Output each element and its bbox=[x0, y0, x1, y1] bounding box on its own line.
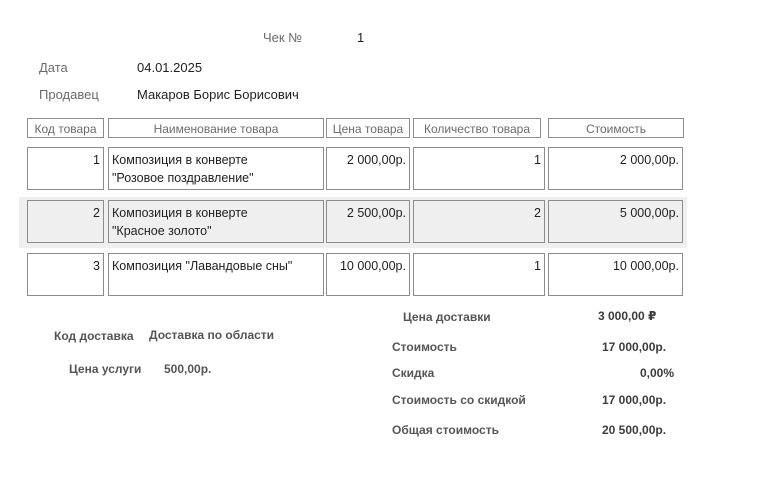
cell-price: 10 000,00р. bbox=[326, 253, 410, 296]
total-cost-label: Общая стоимость bbox=[392, 423, 499, 437]
cell-code: 3 bbox=[27, 253, 104, 296]
column-header-cost: Стоимость bbox=[548, 118, 684, 138]
discounted-cost-value: 17 000,00р. bbox=[602, 393, 667, 407]
cell-quantity: 1 bbox=[413, 147, 545, 190]
check-number-label: Чек № bbox=[263, 30, 303, 45]
service-price-value: 500,00р. bbox=[164, 362, 212, 376]
cost-value: 17 000,00р. bbox=[602, 340, 667, 354]
date-value: 04.01.2025 bbox=[137, 60, 203, 75]
cell-name: Композиция в конверте "Красное золото" bbox=[108, 200, 324, 243]
column-header-price: Цена товара bbox=[326, 118, 410, 138]
seller-value: Макаров Борис Борисович bbox=[137, 87, 299, 102]
delivery-code-label: Код доставка bbox=[54, 329, 134, 343]
service-price-label: Цена услуги bbox=[69, 362, 142, 376]
cell-name: Композиция "Лавандовые сны" bbox=[108, 253, 324, 296]
total-cost-value: 20 500,00р. bbox=[602, 423, 667, 437]
cell-quantity: 1 bbox=[413, 253, 545, 296]
delivery-price-value: 3 000,00 ₽ bbox=[598, 309, 657, 323]
discount-value: 0,00% bbox=[640, 366, 675, 380]
date-label: Дата bbox=[39, 60, 68, 75]
delivery-price-label: Цена доставки bbox=[403, 310, 491, 324]
column-header-quantity: Количество товара bbox=[413, 118, 541, 138]
discounted-cost-label: Стоимость со скидкой bbox=[392, 393, 526, 407]
cell-price: 2 000,00р. bbox=[326, 147, 410, 190]
cell-quantity: 2 bbox=[413, 200, 545, 243]
cell-cost: 2 000,00р. bbox=[548, 147, 683, 190]
cell-price: 2 500,00р. bbox=[326, 200, 410, 243]
cost-label: Стоимость bbox=[392, 340, 457, 354]
delivery-code-value: Доставка по области bbox=[149, 328, 275, 342]
cell-cost: 10 000,00р. bbox=[548, 253, 683, 296]
seller-label: Продавец bbox=[39, 87, 99, 102]
cell-code: 2 bbox=[27, 200, 104, 243]
check-number-value: 1 bbox=[357, 30, 365, 45]
cell-cost: 5 000,00р. bbox=[548, 200, 683, 243]
discount-label: Скидка bbox=[392, 366, 435, 380]
cell-code: 1 bbox=[27, 147, 104, 190]
column-header-code: Код товара bbox=[27, 118, 104, 138]
cell-name: Композиция в конверте "Розовое поздравление" bbox=[108, 147, 324, 190]
column-header-name: Наименование товара bbox=[108, 118, 324, 138]
